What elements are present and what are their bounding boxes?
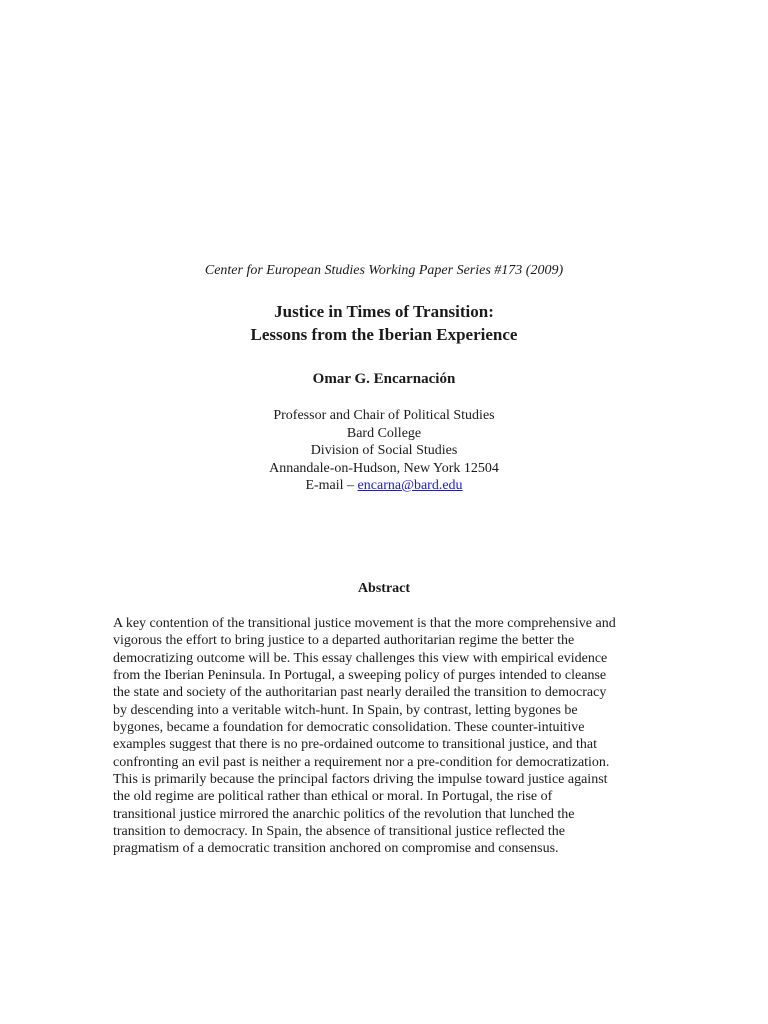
affiliation-line: Division of Social Studies	[310, 443, 458, 458]
email-line	[0, 477, 768, 495]
affiliation-line: Bard College	[346, 425, 422, 441]
author-affiliation	[0, 407, 768, 495]
abstract-line: the state and society of the authoritarian past nearly derailed the transition to democracy	[113, 685, 607, 701]
paper-title-line-2: Lessons from the Iberian Experience	[250, 325, 518, 344]
abstract-line: bygones, became a foundation for democratic consolidation. These counter-intuitive	[113, 720, 585, 736]
abstract-line: confronting an evil past is neither a requirement nor a pre-condition for democratization.	[113, 754, 610, 770]
email-label: E-mail –	[305, 478, 358, 493]
abstract-heading: Abstract	[357, 581, 411, 596]
abstract-line: from the Iberian Peninsula. In Portugal, a sweeping policy of purges intended to cleanse	[113, 668, 607, 684]
abstract-line: democratizing outcome will be. This essay challenges this view with empirical evidence	[113, 650, 608, 666]
abstract-line: the old regime are political rather than ethical or moral. In Portugal, the rise of	[113, 789, 553, 805]
abstract-body	[113, 615, 673, 858]
affiliation-line: Annandale-on-Hudson, New York 12504	[269, 460, 499, 476]
abstract-line: transition to democracy. In Spain, the absence of transitional justice reflected the	[113, 824, 565, 840]
abstract-line: transitional justice mirrored the anarchic politics of the revolution that lunched the	[113, 806, 575, 822]
abstract-line: pragmatism of a democratic transition anchored on compromise and consensus.	[113, 841, 559, 857]
abstract-line: by descending into a veritable witch-hunt. In Spain, by contrast, letting bygones be	[113, 702, 578, 718]
abstract-line: This is primarily because the principal factors driving the impulse toward justice against	[113, 772, 608, 788]
paper-title	[0, 300, 768, 346]
working-paper-series-line: Center for European Studies Working Paper Series #173 (2009)	[204, 263, 564, 278]
abstract-line: A key contention of the transitional justice movement is that the more comprehensive and	[113, 616, 616, 631]
paper-title-line-1: Justice in Times of Transition:	[274, 302, 494, 321]
abstract-line: vigorous the effort to bring justice to a departed authoritarian regime the better the	[113, 633, 575, 649]
email-link[interactable]: encarna@bard.edu	[357, 478, 463, 493]
abstract-line: examples suggest that there is no pre-ordained outcome to transitional justice, and that	[113, 737, 598, 753]
affiliation-line: Professor and Chair of Political Studies	[273, 408, 495, 423]
author-name: Omar G. Encarnación	[312, 371, 456, 387]
